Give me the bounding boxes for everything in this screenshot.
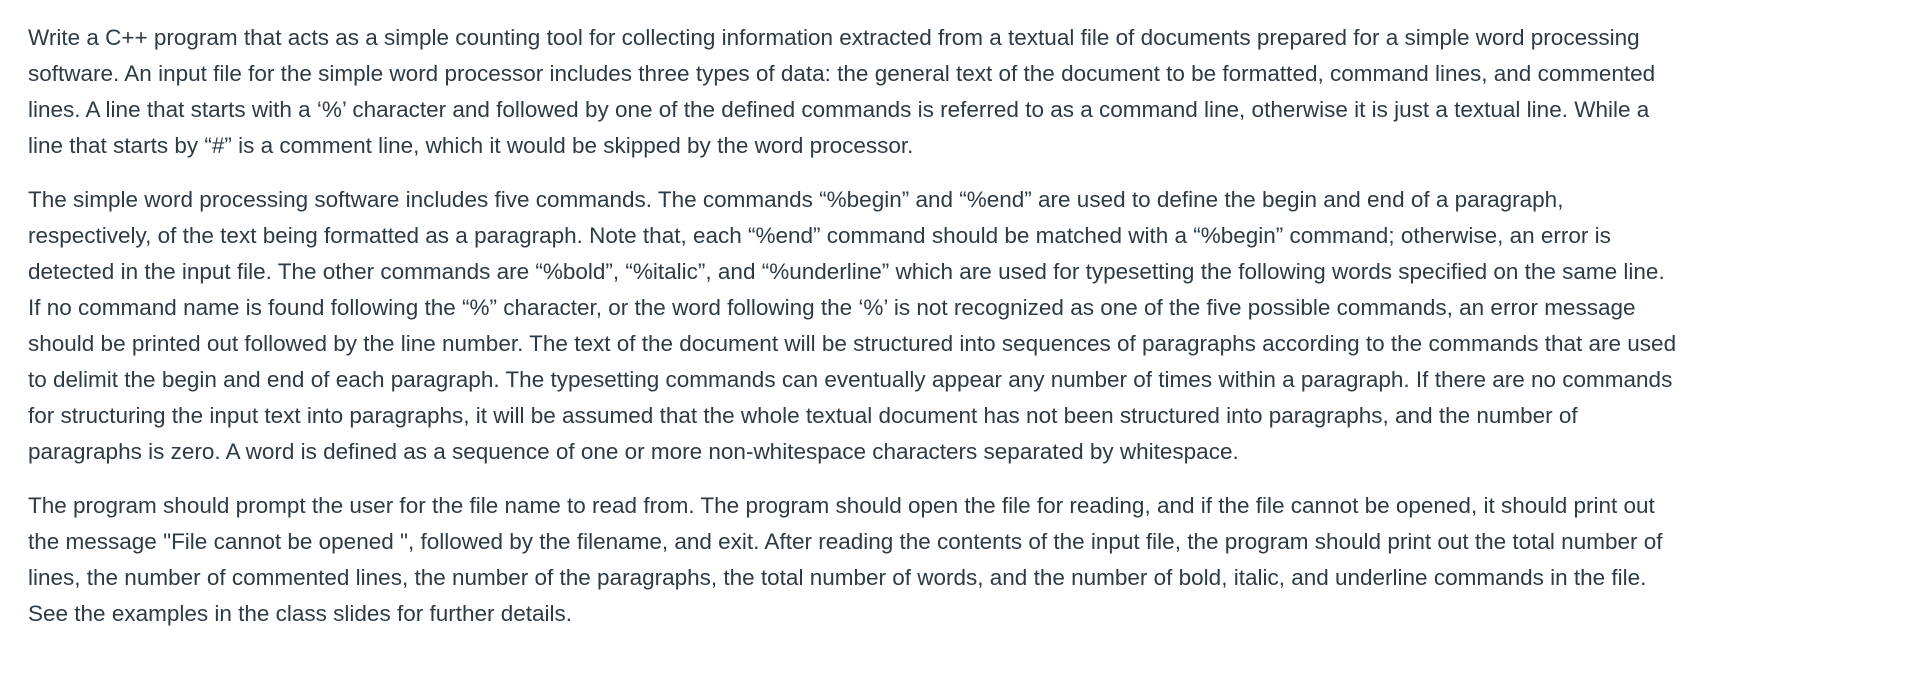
assignment-description [28, 20, 1678, 650]
paragraph-program-requirements: The program should prompt the user for the file name to read from. The program should open the file for reading, and if the file cannot be opened, it should print out the message "File cannot be opened ", followed by the filename, and exit. After reading the contents of the input file, the program should print out the total number of lines, the number of commented lines, the number of the paragraphs, the total number of words, and the number of bold, italic, and underline commands in the file. See the examples in the class slides for further details. [28, 493, 1663, 626]
paragraph-commands: The simple word processing software includes five commands. The commands “%begin” and “%end” are used to define the begin and end of a paragraph, respectively, of the text being formatted as a paragraph. Note that, each “%end” command should be matched with a “%begin” command; otherwise, an error is detected in the input file. The other commands are “%bold”, “%italic”, and “%underline” which are used for typesetting the following words specified on the same line. If no command name is found following the “%” character, or the word following the ‘%’ is not recognized as one of the five possible commands, an error message should be printed out followed by the line number. The text of the document will be structured into sequences of paragraphs according to the commands that are used to delimit the begin and end of each paragraph. The typesetting commands can eventually appear any number of times within a paragraph. If there are no commands for structuring the input text into paragraphs, it will be assumed that the whole textual document has not been structured into paragraphs, and the number of paragraphs is zero. A word is defined as a sequence of one or more non-whitespace characters separated by whitespace. [28, 187, 1677, 464]
paragraph-intro: Write a C++ program that acts as a simple counting tool for collecting information extracted from a textual file of documents prepared for a simple word processing software. An input file for the simple word processor includes three types of data: the general text of the document to be formatted, command lines, and commented lines. A line that starts with a ‘%’ character and followed by one of the defined commands is referred to as a command line, otherwise it is just a textual line. While a line that starts by “#” is a comment line, which it would be skipped by the word processor. [28, 25, 1656, 158]
